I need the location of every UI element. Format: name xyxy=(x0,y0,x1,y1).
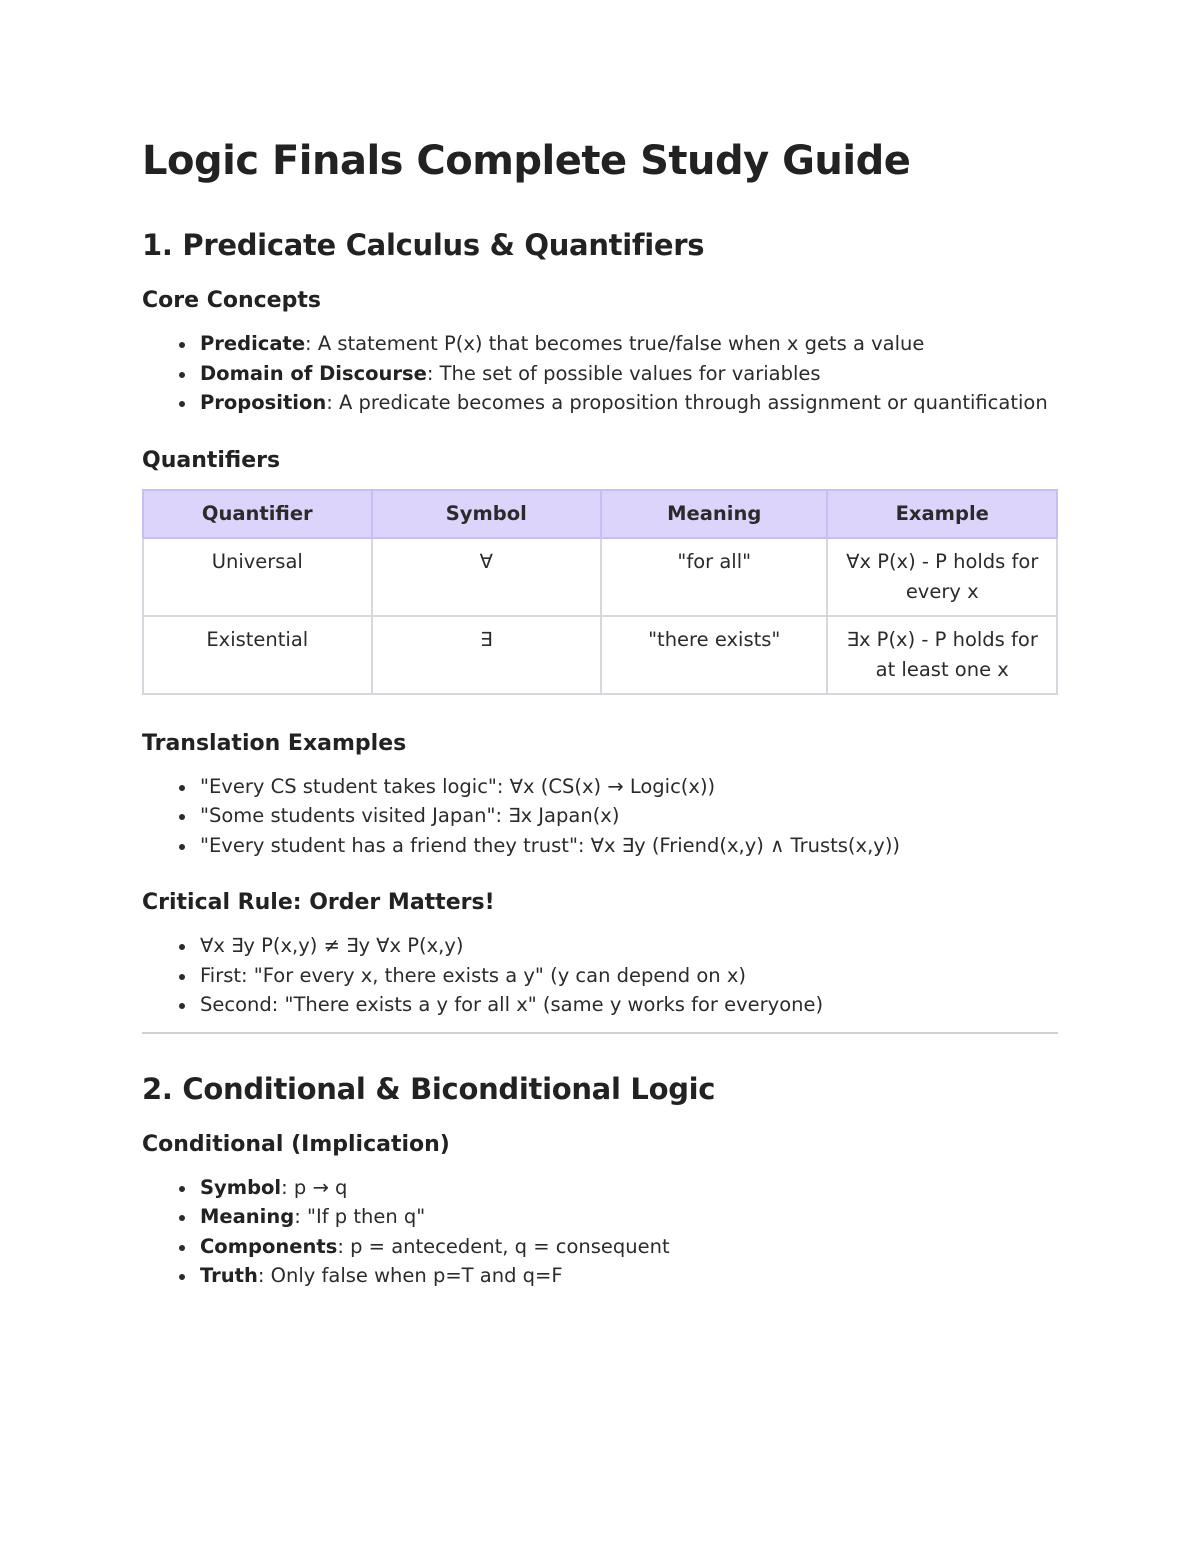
order-matters-block xyxy=(142,890,1058,1020)
definition: : Only false when p=T and q=F xyxy=(257,1264,563,1287)
term: Proposition xyxy=(200,391,327,414)
conditional-list xyxy=(142,1173,1058,1291)
table-cell: "for all" xyxy=(601,538,828,616)
column-header: Meaning xyxy=(601,490,828,538)
term: Predicate xyxy=(200,332,306,355)
section-divider xyxy=(142,1032,1058,1034)
table-cell: ∀ xyxy=(372,538,601,616)
definition: : p → q xyxy=(281,1175,348,1199)
list-item: ∀x ∃y P(x,y) ≠ ∃y ∀x P(x,y) xyxy=(200,931,1058,961)
core-concepts-block xyxy=(142,288,1058,418)
list-item xyxy=(200,359,1058,389)
definition: : p = antecedent, q = consequent xyxy=(337,1234,670,1258)
section-2-heading: 2. Conditional & Biconditional Logic xyxy=(142,1071,716,1106)
translation-list xyxy=(142,772,1058,861)
list-item xyxy=(200,1173,1058,1203)
order-matters-list xyxy=(142,931,1058,1020)
list-item: "Some students visited Japan": ∃x Japan(x) xyxy=(200,801,1058,831)
order-matters-heading: Critical Rule: Order Matters! xyxy=(142,890,495,915)
list-item xyxy=(200,1202,1058,1232)
table-row xyxy=(143,616,1057,694)
section-1-heading: 1. Predicate Calculus & Quantifiers xyxy=(142,228,705,262)
list-item xyxy=(200,329,1058,359)
term: Truth xyxy=(200,1264,258,1287)
table-cell: ∃x P(x) - P holds for at least one x xyxy=(827,616,1057,694)
list-item: "Every CS student takes logic": ∀x (CS(x) → Logic(x)) xyxy=(200,772,1058,802)
conditional-block xyxy=(142,1132,1058,1291)
column-header: Quantifier xyxy=(143,490,372,538)
quantifiers-block xyxy=(142,448,1058,695)
list-item: First: "For every x, there exists a y" (y can depend on x) xyxy=(200,961,1058,991)
term: Meaning xyxy=(200,1205,295,1228)
table-cell: ∃ xyxy=(372,616,601,694)
column-header: Symbol xyxy=(372,490,601,538)
translation-heading: Translation Examples xyxy=(142,730,407,756)
quantifiers-table xyxy=(142,489,1058,695)
definition: : "If p then q" xyxy=(294,1205,426,1228)
table-cell: ∀x P(x) - P holds for every x xyxy=(827,538,1057,616)
definition: : A statement P(x) that becomes true/false when x gets a value xyxy=(305,332,925,355)
list-item xyxy=(200,1261,1058,1291)
column-header: Example xyxy=(827,490,1057,538)
table-cell: "there exists" xyxy=(601,616,828,694)
quantifiers-heading: Quantifiers xyxy=(142,447,281,473)
list-item xyxy=(200,1232,1058,1262)
definition: : A predicate becomes a proposition through assignment or quantification xyxy=(326,391,1048,414)
list-item xyxy=(200,388,1058,418)
core-concepts-list xyxy=(142,329,1058,418)
list-item: "Every student has a friend they trust": ∀x ∃y (Friend(x,y) ∧ Trusts(x,y)) xyxy=(200,831,1058,861)
list-item: Second: "There exists a y for all x" (same y works for everyone) xyxy=(200,990,1058,1020)
translation-block xyxy=(142,731,1058,861)
table-cell: Existential xyxy=(143,616,372,694)
table-row xyxy=(143,538,1057,616)
core-concepts-heading: Core Concepts xyxy=(142,288,321,313)
definition: : The set of possible values for variables xyxy=(426,361,821,385)
table-cell: Universal xyxy=(143,538,372,616)
term: Components xyxy=(200,1234,338,1258)
term: Domain of Discourse xyxy=(200,361,427,385)
page-title: Logic Finals Complete Study Guide xyxy=(142,138,911,184)
conditional-heading: Conditional (Implication) xyxy=(142,1131,450,1157)
table-header-row xyxy=(143,490,1057,538)
term: Symbol xyxy=(200,1175,282,1199)
